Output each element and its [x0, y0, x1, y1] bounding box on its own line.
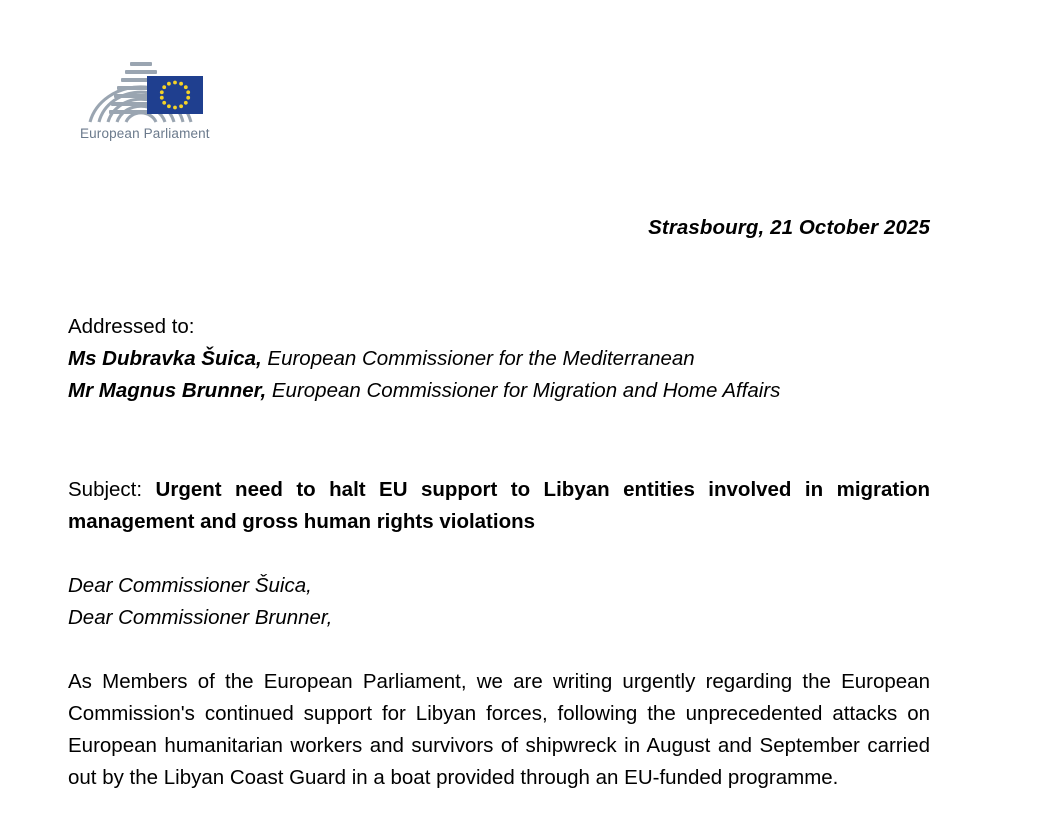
recipient-title: European Commissioner for Migration and Home Affairs: [266, 379, 781, 402]
addressed-to-label: Addressed to:: [68, 315, 195, 338]
european-parliament-logo: [78, 52, 203, 124]
recipient-name: Mr Magnus Brunner,: [68, 379, 267, 402]
subject-block: [68, 474, 930, 538]
body-paragraph: As Members of the European Parliament, we are writing urgently regarding the European Commission's continued support for Libyan forces, following the unprecedented attacks on European humanitarian workers and survivors of shipwreck in August and September carried out by the Libyan Coast Guard in a boat provided through an EU-funded programme.: [68, 670, 930, 789]
letterhead: [78, 52, 308, 152]
recipient-title: European Commissioner for the Mediterranean: [261, 347, 695, 370]
recipient-row: [68, 375, 930, 407]
salutation-line: Dear Commissioner Šuica,: [68, 574, 312, 597]
salutation-block: [68, 570, 930, 634]
hemicycle-logo-icon: [78, 52, 203, 124]
salutation-line: Dear Commissioner Brunner,: [68, 606, 333, 629]
subject-text: Urgent need to halt EU support to Libyan entities involved in migration management and gross human rights violations: [68, 478, 930, 533]
date-line: Strasbourg, 21 October 2025: [648, 216, 930, 239]
addressee-block: [68, 311, 930, 407]
eu-flag-icon: [147, 76, 203, 114]
recipient-row: [68, 343, 930, 375]
recipient-name: Ms Dubravka Šuica,: [68, 347, 262, 370]
institution-wordmark: European Parliament: [80, 126, 210, 141]
subject-label: Subject:: [68, 478, 156, 501]
